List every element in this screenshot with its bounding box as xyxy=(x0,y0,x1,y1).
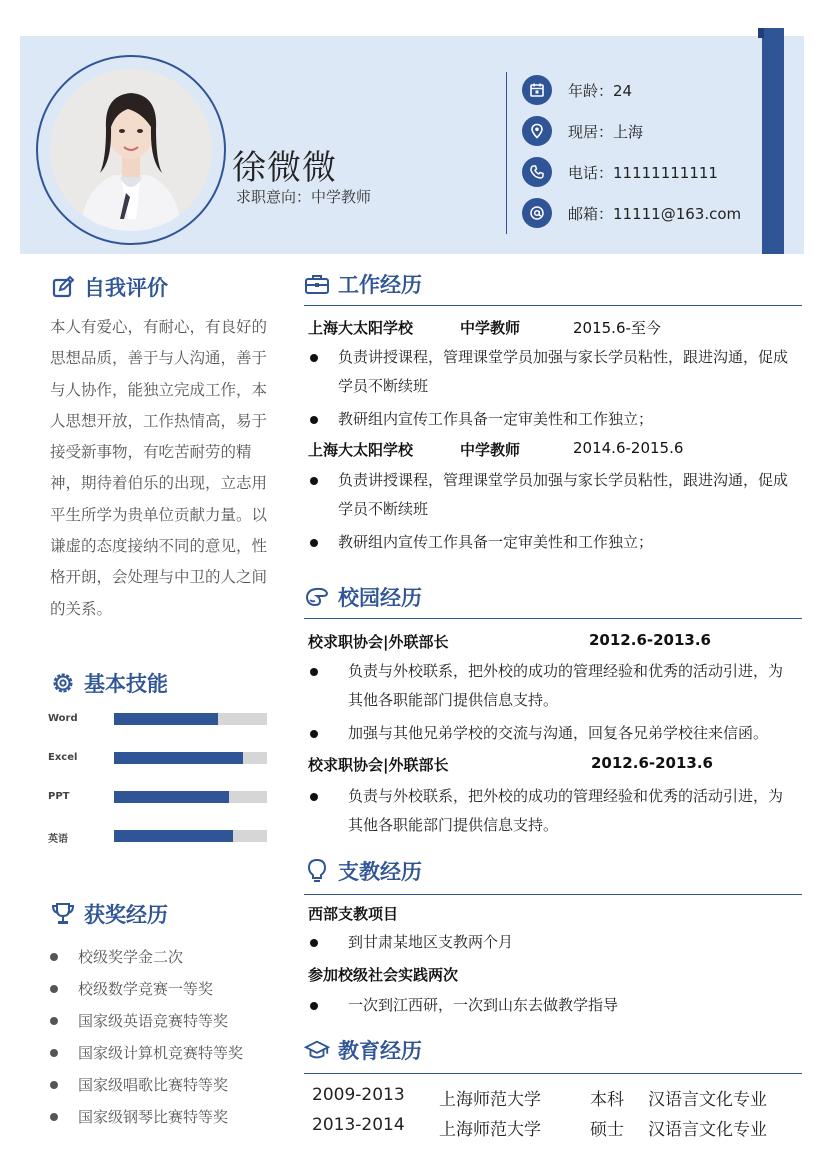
bullet-dot xyxy=(50,1113,58,1121)
skill-label: PPT xyxy=(48,791,70,802)
edit-icon xyxy=(50,274,76,300)
skill-fill xyxy=(114,791,229,803)
skill-track-english xyxy=(114,830,267,842)
bullet-text: 加强与其他兄弟学校的交流与沟通，回复各兄弟学校往来信函。 xyxy=(348,724,769,742)
bullet-text: 负责与外校联系，把外校的成功的管理经验和优秀的活动引进，为其他各职能部门提供信息支持。 xyxy=(348,662,784,709)
bullet-text: 负责与外校联系，把外校的成功的管理经验和优秀的活动引进，为其他各职能部门提供信息支持。 xyxy=(348,787,784,834)
bullet-dot xyxy=(50,1049,58,1057)
award-item xyxy=(50,978,213,999)
skills-heading xyxy=(50,668,168,698)
bullet-text: 教研组内宣传工作具备一定审美性和工作独立； xyxy=(338,533,654,551)
work-bullet xyxy=(308,405,792,434)
self-eval-title: 自我评价 xyxy=(84,276,168,300)
bullet-dot xyxy=(50,985,58,993)
bullet-text: 到甘肃某地区支教两个月 xyxy=(348,933,514,951)
education-row xyxy=(312,1115,792,1141)
award-item xyxy=(50,1010,228,1031)
teaching-bullet xyxy=(308,991,792,1020)
edu-major: 汉语言文化专业 xyxy=(648,1090,767,1110)
awards-heading xyxy=(50,899,168,929)
candidate-name: 徐微微 xyxy=(232,148,337,188)
teaching-org: 西部支教项目 xyxy=(308,905,399,923)
edu-period: 2009-2013 xyxy=(312,1085,405,1105)
campus-org: 校求职协会|外联部长 xyxy=(308,756,449,774)
skill-fill xyxy=(114,752,243,764)
award-text: 校级奖学金二次 xyxy=(78,948,184,966)
awards-title: 获奖经历 xyxy=(84,903,168,927)
job-intent: 求职意向：中学教师 xyxy=(236,188,372,206)
work-title: 工作经历 xyxy=(338,273,422,297)
teaching-title: 支教经历 xyxy=(338,860,422,884)
skill-track-excel xyxy=(114,752,267,764)
skill-fill xyxy=(114,830,233,842)
contact-residence-text: 现居：上海 xyxy=(568,122,644,141)
edu-school: 上海师范大学 xyxy=(439,1090,541,1110)
work-bullet xyxy=(308,343,792,401)
bullet-dot xyxy=(310,477,318,485)
campus-title: 校园经历 xyxy=(338,586,422,610)
skills-title: 基本技能 xyxy=(84,672,168,696)
campus-org: 校求职协会|外联部长 xyxy=(308,633,449,651)
award-text: 国家级英语竞赛特等奖 xyxy=(78,1012,229,1030)
header-accent-fold xyxy=(758,28,764,38)
bullet-text: 一次到江西研，一次到山东去做教学指导 xyxy=(348,996,619,1014)
education-row xyxy=(312,1085,792,1111)
self-eval-heading xyxy=(50,272,168,302)
campus-heading xyxy=(304,582,422,612)
contact-age xyxy=(522,75,632,105)
contact-age-text: 年龄：24 xyxy=(568,81,633,100)
skill-label: Word xyxy=(48,713,78,724)
work-bullet xyxy=(308,528,792,557)
award-item xyxy=(50,1074,228,1095)
award-item xyxy=(50,1106,228,1127)
edu-degree: 本科 xyxy=(590,1090,624,1110)
email-icon xyxy=(522,198,552,228)
campus-bullet xyxy=(308,657,792,715)
education-title: 教育经历 xyxy=(338,1039,422,1063)
edu-degree: 硕士 xyxy=(590,1120,624,1140)
bullet-dot xyxy=(310,1002,318,1010)
contact-phone xyxy=(522,157,718,187)
graduation-cap-icon xyxy=(304,1037,330,1063)
section-rule xyxy=(304,305,802,306)
bullet-dot xyxy=(50,953,58,961)
contact-email xyxy=(522,198,741,228)
bullet-dot xyxy=(310,793,318,801)
gear-icon xyxy=(50,670,76,696)
bullet-dot xyxy=(50,1017,58,1025)
campus-bullet xyxy=(308,782,792,840)
bullet-dot xyxy=(310,939,318,947)
phone-icon xyxy=(522,157,552,187)
campus-period: 2012.6-2013.6 xyxy=(591,754,713,772)
contact-email-text: 邮箱：11111@163.com xyxy=(568,204,742,223)
trophy-icon xyxy=(50,901,76,927)
work-org: 上海大太阳学校 xyxy=(308,319,414,337)
bullet-dot xyxy=(310,730,318,738)
contact-residence xyxy=(522,116,643,146)
section-rule xyxy=(304,618,802,619)
work-role: 中学教师 xyxy=(460,441,521,459)
bullet-text: 负责讲授课程，管理课堂学员加强与家长学员粘性，跟进沟通，促成学员不断续班 xyxy=(338,471,789,518)
skill-label: 英语 xyxy=(48,834,68,845)
work-heading xyxy=(304,269,422,299)
briefcase-icon xyxy=(304,271,330,297)
bullet-dot xyxy=(310,539,318,547)
teaching-org: 参加校级社会实践两次 xyxy=(308,966,459,984)
self-eval-text: 本人有爱心，有耐心，有良好的思想品质，善于与人沟通，善于与人协作，能独立完成工作，本人思想开放，工作热情高，易于接受新事物，有吃苦耐劳的精神，期待着伯乐的出现，立志用平生所学为贵单位贡献力量。以谦虚的态度接纳不同的意见，性格开朗，会处理与中卫的人之间的关系。 xyxy=(50,318,268,618)
lightbulb-icon xyxy=(304,858,330,884)
work-bullet xyxy=(308,466,792,524)
award-text: 国家级唱歌比赛特等奖 xyxy=(78,1076,229,1094)
bullet-dot xyxy=(310,668,318,676)
bullet-dot xyxy=(310,354,318,362)
skill-fill xyxy=(114,713,218,725)
education-heading xyxy=(304,1035,422,1065)
avatar xyxy=(50,69,212,231)
edu-major: 汉语言文化专业 xyxy=(648,1120,767,1140)
work-period: 2014.6-2015.6 xyxy=(573,439,684,457)
campus-period: 2012.6-2013.6 xyxy=(589,631,711,649)
skill-track-word xyxy=(114,713,267,725)
section-rule xyxy=(304,894,802,895)
teaching-bullet xyxy=(308,928,792,957)
award-text: 国家级计算机竞赛特等奖 xyxy=(78,1044,244,1062)
work-org: 上海大太阳学校 xyxy=(308,441,414,459)
teaching-heading xyxy=(304,856,422,886)
work-role: 中学教师 xyxy=(460,319,521,337)
award-text: 校级数学竞赛一等奖 xyxy=(78,980,214,998)
contact-divider xyxy=(506,72,507,234)
edu-period: 2013-2014 xyxy=(312,1115,405,1135)
bullet-text: 教研组内宣传工作具备一定审美性和工作独立； xyxy=(338,410,654,428)
bullet-dot xyxy=(50,1081,58,1089)
award-text: 国家级钢琴比赛特等奖 xyxy=(78,1108,229,1126)
section-rule xyxy=(304,1073,802,1074)
edu-school: 上海师范大学 xyxy=(439,1120,541,1140)
work-period: 2015.6-至今 xyxy=(573,319,661,337)
bullet-text: 负责讲授课程，管理课堂学员加强与家长学员粘性，跟进沟通，促成学员不断续班 xyxy=(338,348,789,395)
header-accent-bar xyxy=(762,28,784,254)
skill-label: Excel xyxy=(48,752,78,763)
contact-phone-text: 电话：11111111111 xyxy=(568,163,718,182)
award-item xyxy=(50,946,183,967)
award-item xyxy=(50,1042,243,1063)
calendar-icon xyxy=(522,75,552,105)
location-pin-icon xyxy=(522,116,552,146)
hand-icon xyxy=(304,584,330,610)
bullet-dot xyxy=(310,416,318,424)
skill-track-ppt xyxy=(114,791,267,803)
campus-bullet xyxy=(308,719,792,748)
